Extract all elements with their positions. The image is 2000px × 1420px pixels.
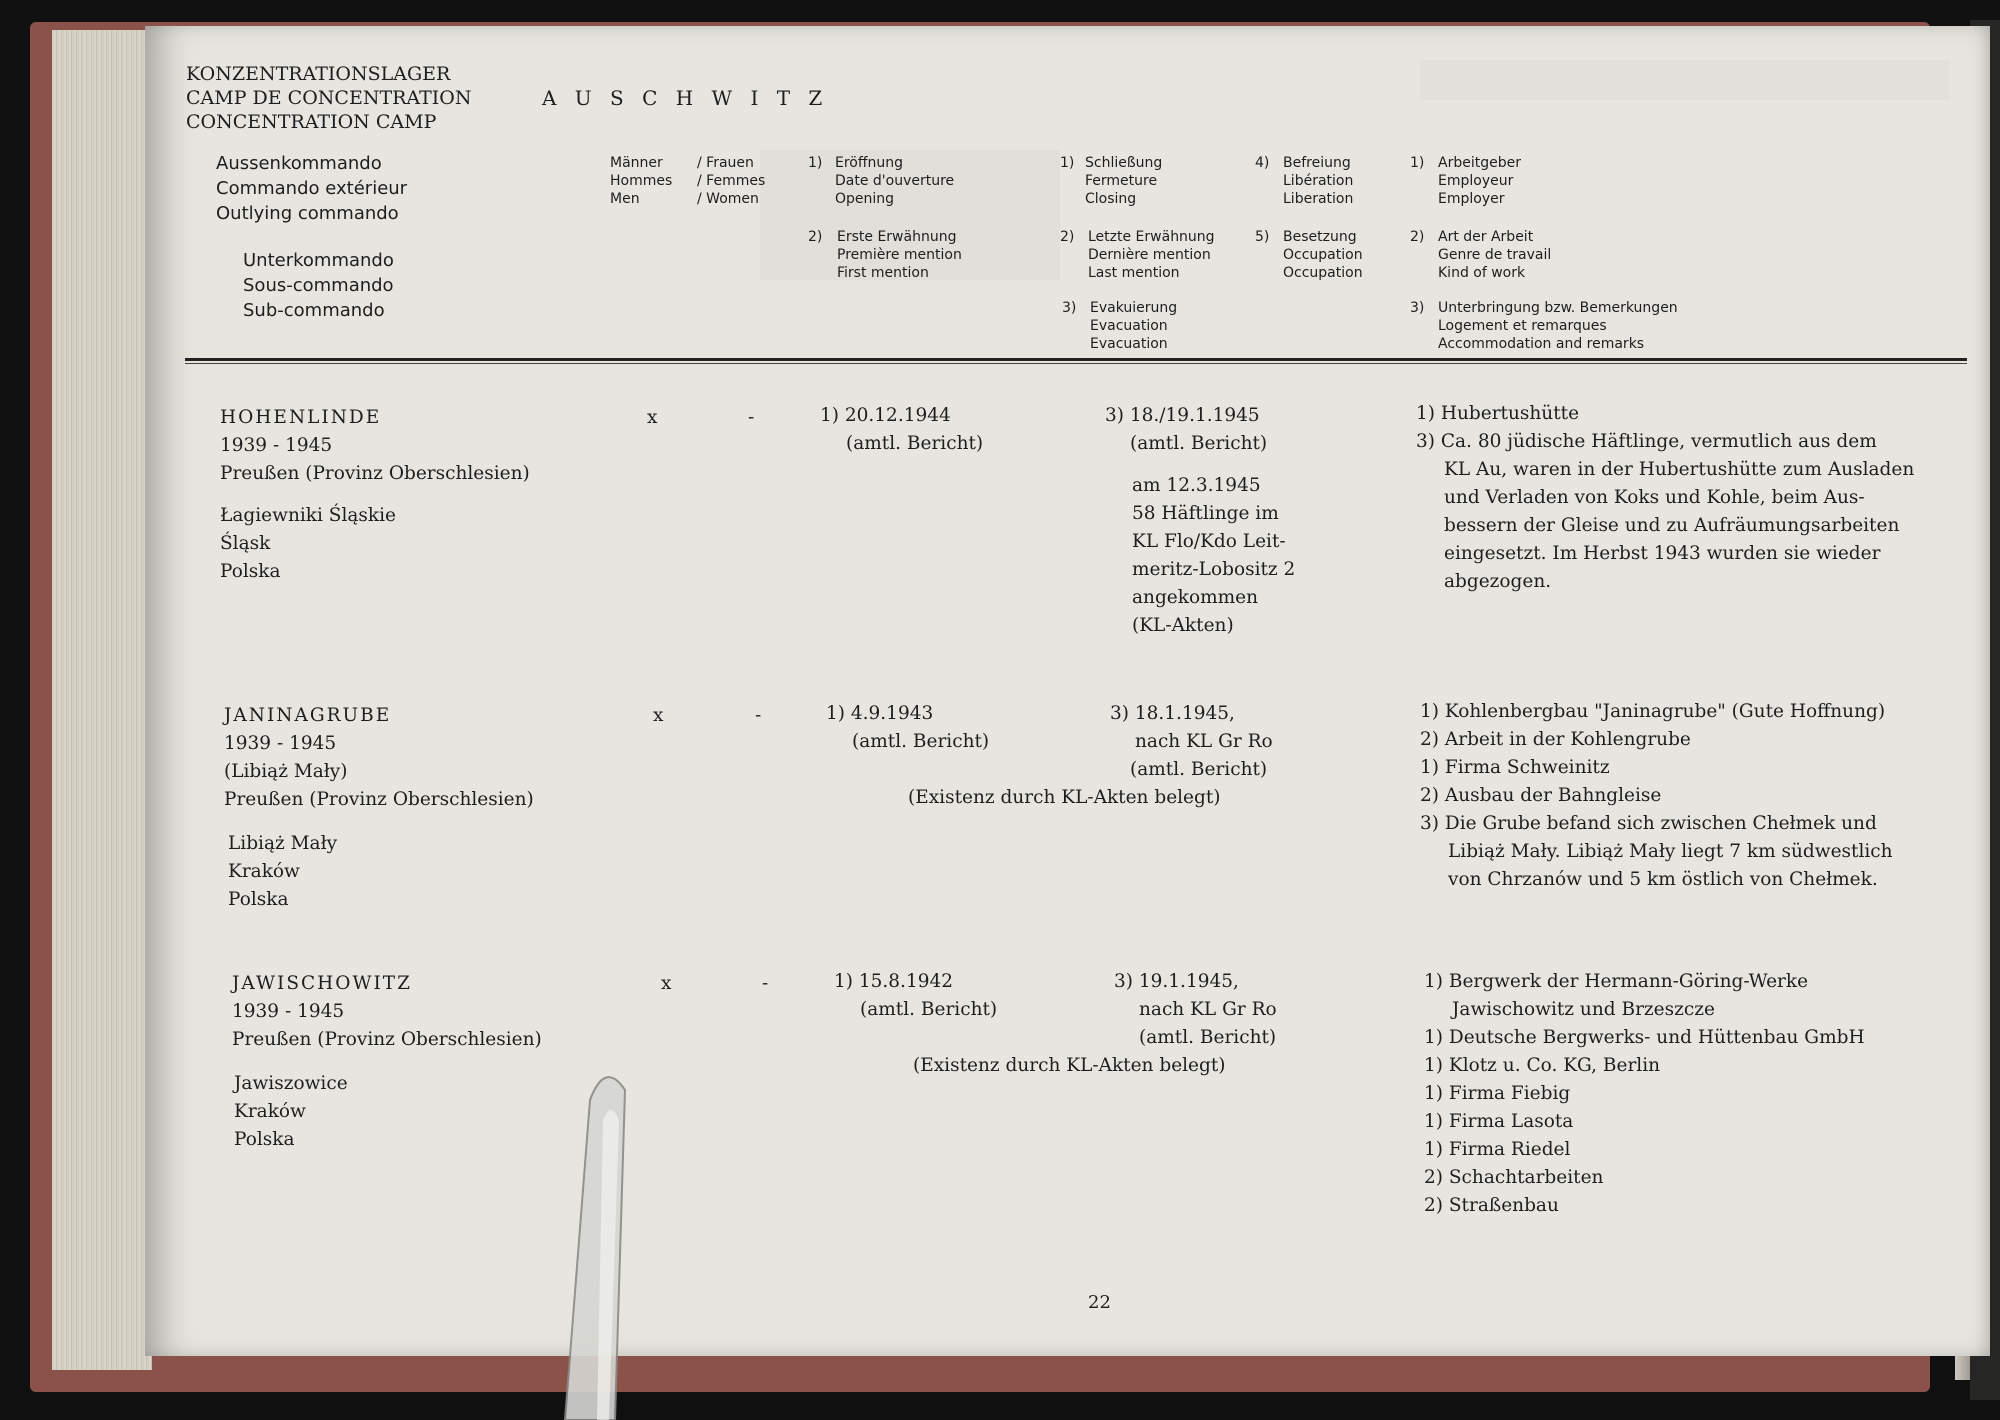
header-line: Genre de travail [1438, 247, 1552, 263]
opening-number: 1) [808, 155, 823, 171]
last-mention-header [1088, 228, 1215, 282]
remark-line: 1) Firma Riedel [1424, 1139, 1571, 1160]
opening-date [834, 968, 997, 1024]
header-line: First mention [837, 265, 929, 281]
place-line: 1939 - 1945 [224, 733, 337, 754]
header-line: Closing [1085, 191, 1137, 207]
header-line: Besetzung [1283, 229, 1357, 245]
label-line: Outlying commando [216, 203, 399, 224]
header-line: Kind of work [1438, 265, 1526, 281]
entry-hohenlinde-place [220, 404, 530, 488]
place-line: 1939 - 1945 [232, 1001, 345, 1022]
entry-jawischowitz-place [232, 970, 542, 1054]
camp-name: A U S C H W I T Z [542, 86, 829, 110]
place-line: 1939 - 1945 [220, 435, 333, 456]
extra-line: KL Flo/Kdo Leit- [1132, 531, 1286, 552]
source-line: (amtl. Bericht) [1130, 759, 1268, 780]
women-mark: - [755, 705, 762, 726]
page-edges [52, 30, 152, 1370]
header-line: Dernière mention [1088, 247, 1211, 263]
date-line: 1) 15.8.1942 [834, 971, 954, 992]
closing-date [1114, 968, 1277, 1052]
header-line: Schließung [1085, 155, 1163, 171]
header-line: Occupation [1283, 265, 1363, 281]
men-mark: x [647, 407, 658, 428]
remark-line: 1) Hubertushütte [1416, 403, 1580, 424]
remark-line: 1) Deutsche Bergwerks- und Hüttenbau GmbH [1424, 1027, 1865, 1048]
tweezer-icon [545, 1060, 665, 1420]
label-line: Unterkommando [243, 250, 394, 271]
modern-place-line: Śląsk [220, 533, 271, 554]
modern-place-line: Łagiewniki Śląskie [220, 505, 396, 526]
opening-header [835, 154, 954, 208]
entry-jawischowitz-modern [234, 1070, 348, 1154]
label-line: Sous-commando [243, 275, 394, 296]
header-line: Arbeitgeber [1438, 155, 1521, 171]
header-line: Employer [1438, 191, 1505, 207]
header-line: Last mention [1088, 265, 1180, 281]
opening-date [826, 700, 989, 756]
extra-line: meritz-Lobositz 2 [1132, 559, 1296, 580]
date-line: 1) 20.12.1944 [820, 405, 951, 426]
remark-line: 2) Arbeit in der Kohlengrube [1420, 729, 1691, 750]
header-line: Employeur [1438, 173, 1514, 189]
remark-line: und Verladen von Koks und Kohle, beim Aus- [1444, 487, 1865, 508]
remark-line: 3) Die Grube befand sich zwischen Chełmek und [1420, 813, 1877, 834]
existence-note: (Existenz durch KL-Akten belegt) [913, 1055, 1226, 1076]
closing-header [1085, 154, 1162, 208]
work-kind-number: 2) [1410, 229, 1425, 245]
evacuation-number: 3) [1062, 300, 1077, 316]
closing-date [1110, 700, 1273, 784]
accommodation-header [1438, 299, 1678, 353]
remark-line: 3) Ca. 80 jüdische Häftlinge, vermutlich aus dem [1416, 431, 1877, 452]
label-line: Commando extérieur [216, 178, 408, 199]
modern-place-line: Polska [220, 561, 281, 582]
remark-line: bessern der Gleise und zu Aufräumungsarbeiten [1444, 515, 1900, 536]
header-line: Erste Erwähnung [837, 229, 957, 245]
extra-line: am 12.3.1945 [1132, 475, 1261, 496]
remark-line: eingesetzt. Im Herbst 1943 wurden sie wieder [1444, 543, 1881, 564]
header-line: Date d'ouverture [835, 173, 955, 189]
remark-line: 2) Ausbau der Bahngleise [1420, 785, 1662, 806]
header-line: / Femmes [697, 173, 766, 189]
remark-line: 1) Firma Schweinitz [1420, 757, 1610, 778]
source-line: (amtl. Bericht) [846, 433, 984, 454]
remark-line: Libiąż Mały. Libiąż Mały liegt 7 km südwestlich [1448, 841, 1893, 862]
modern-place-line: Polska [234, 1129, 295, 1150]
date-line: 1) 4.9.1943 [826, 703, 934, 724]
place-line: Preußen (Provinz Oberschlesien) [232, 1029, 542, 1050]
closing-number: 1) [1060, 155, 1075, 171]
header-line: Accommodation and remarks [1438, 336, 1645, 352]
label-line: Sub-commando [243, 300, 385, 321]
source-line: (amtl. Bericht) [1130, 433, 1268, 454]
title-line: CONCENTRATION CAMP [186, 111, 437, 133]
header-line: Art der Arbeit [1438, 229, 1534, 245]
header-line: Männer [610, 155, 663, 171]
header-line: Befreiung [1283, 155, 1351, 171]
occupation-number: 5) [1255, 229, 1270, 245]
occupation-header [1283, 228, 1363, 282]
source-line: (amtl. Bericht) [852, 731, 990, 752]
extra-line: (KL-Akten) [1132, 615, 1234, 636]
modern-place-line: Kraków [234, 1101, 306, 1122]
remark-line: KL Au, waren in der Hubertushütte zum Ausladen [1444, 459, 1915, 480]
remark-line: abgezogen. [1444, 571, 1552, 592]
entry-janinagrube-remarks [1420, 698, 1893, 894]
bleed-through-shade [1420, 60, 1950, 100]
employer-number: 1) [1410, 155, 1425, 171]
header-line: Evacuation [1090, 318, 1168, 334]
opening-date [820, 402, 983, 458]
first-mention-number: 2) [808, 229, 823, 245]
closing-date [1105, 402, 1267, 458]
remark-line: 1) Firma Fiebig [1424, 1083, 1571, 1104]
document-title [186, 62, 472, 134]
modern-place-line: Polska [228, 889, 289, 910]
entry-name: HOHENLINDE [220, 407, 382, 428]
entry-hohenlinde-modern [220, 502, 396, 586]
remark-line: 1) Klotz u. Co. KG, Berlin [1424, 1055, 1661, 1076]
entry-name: JAWISCHOWITZ [232, 973, 412, 994]
modern-place-line: Jawiszowice [234, 1073, 348, 1094]
liberation-number: 4) [1255, 155, 1270, 171]
remark-line: 2) Straßenbau [1424, 1195, 1559, 1216]
extra-line: 58 Häftlinge im [1132, 503, 1279, 524]
closing-line: nach KL Gr Ro [1139, 999, 1277, 1020]
modern-place-line: Libiąż Mały [228, 833, 338, 854]
existence-note: (Existenz durch KL-Akten belegt) [908, 787, 1221, 808]
entry-name: JANINAGRUBE [224, 705, 392, 726]
label-line: Aussenkommando [216, 153, 382, 174]
header-line: Liberation [1283, 191, 1354, 207]
place-line: Preußen (Provinz Oberschlesien) [224, 789, 534, 810]
remark-line: 2) Schachtarbeiten [1424, 1167, 1604, 1188]
header-line: Opening [835, 191, 895, 207]
header-line: Eröffnung [835, 155, 904, 171]
header-line: Unterbringung bzw. Bemerkungen [1438, 300, 1678, 316]
closing-extra [1132, 472, 1295, 640]
remark-line: Jawischowitz und Brzeszcze [1452, 999, 1715, 1020]
header-line: Evacuation [1090, 336, 1168, 352]
title-line: CAMP DE CONCENTRATION [186, 87, 472, 109]
first-mention-header [837, 228, 962, 282]
remark-line: 1) Firma Lasota [1424, 1111, 1574, 1132]
page-number: 22 [1088, 1292, 1111, 1313]
men-mark: x [653, 705, 664, 726]
header-line: Letzte Erwähnung [1088, 229, 1215, 245]
date-line: 3) 18.1.1945, [1110, 703, 1235, 724]
header-line: Evakuierung [1090, 300, 1178, 316]
women-mark: - [748, 407, 755, 428]
entry-jawischowitz-remarks [1424, 968, 1865, 1220]
unterkommando-label [243, 248, 394, 323]
men-mark: x [661, 973, 672, 994]
remark-line: von Chrzanów und 5 km östlich von Chełmek. [1448, 869, 1878, 890]
entry-hohenlinde-remarks [1416, 400, 1914, 596]
modern-place-line: Kraków [228, 861, 300, 882]
date-line: 3) 19.1.1945, [1114, 971, 1239, 992]
header-line: Men [610, 191, 640, 207]
gender-header-men [610, 154, 672, 208]
entry-janinagrube-place [224, 702, 534, 814]
header-line: / Women [697, 191, 759, 207]
place-line: Preußen (Provinz Oberschlesien) [220, 463, 530, 484]
header-line: Logement et remarques [1438, 318, 1607, 334]
liberation-header [1283, 154, 1353, 208]
closing-line: nach KL Gr Ro [1135, 731, 1273, 752]
header-line: Hommes [610, 173, 673, 189]
entry-janinagrube-modern [228, 830, 337, 914]
source-line: (amtl. Bericht) [860, 999, 998, 1020]
accommodation-number: 3) [1410, 300, 1425, 316]
header-rule-thin [185, 363, 1967, 364]
remark-line: 1) Bergwerk der Hermann-Göring-Werke [1424, 971, 1809, 992]
header-line: / Frauen [697, 155, 754, 171]
header-line: Première mention [837, 247, 962, 263]
header-rule [185, 358, 1967, 361]
header-line: Fermeture [1085, 173, 1158, 189]
place-line: (Libiąż Mały) [224, 761, 348, 782]
employer-header [1438, 154, 1521, 208]
header-line: Libération [1283, 173, 1354, 189]
aussenkommando-label [216, 151, 407, 226]
women-mark: - [762, 973, 769, 994]
extra-line: angekommen [1132, 587, 1259, 608]
source-line: (amtl. Bericht) [1139, 1027, 1277, 1048]
header-line: Occupation [1283, 247, 1363, 263]
remark-line: 1) Kohlenbergbau "Janinagrube" (Gute Hoffnung) [1420, 701, 1886, 722]
work-kind-header [1438, 228, 1551, 282]
evacuation-header [1090, 299, 1177, 353]
date-line: 3) 18./19.1.1945 [1105, 405, 1260, 426]
gender-header-women [697, 154, 765, 208]
title-line: KONZENTRATIONSLAGER [186, 63, 451, 85]
last-mention-number: 2) [1060, 229, 1075, 245]
